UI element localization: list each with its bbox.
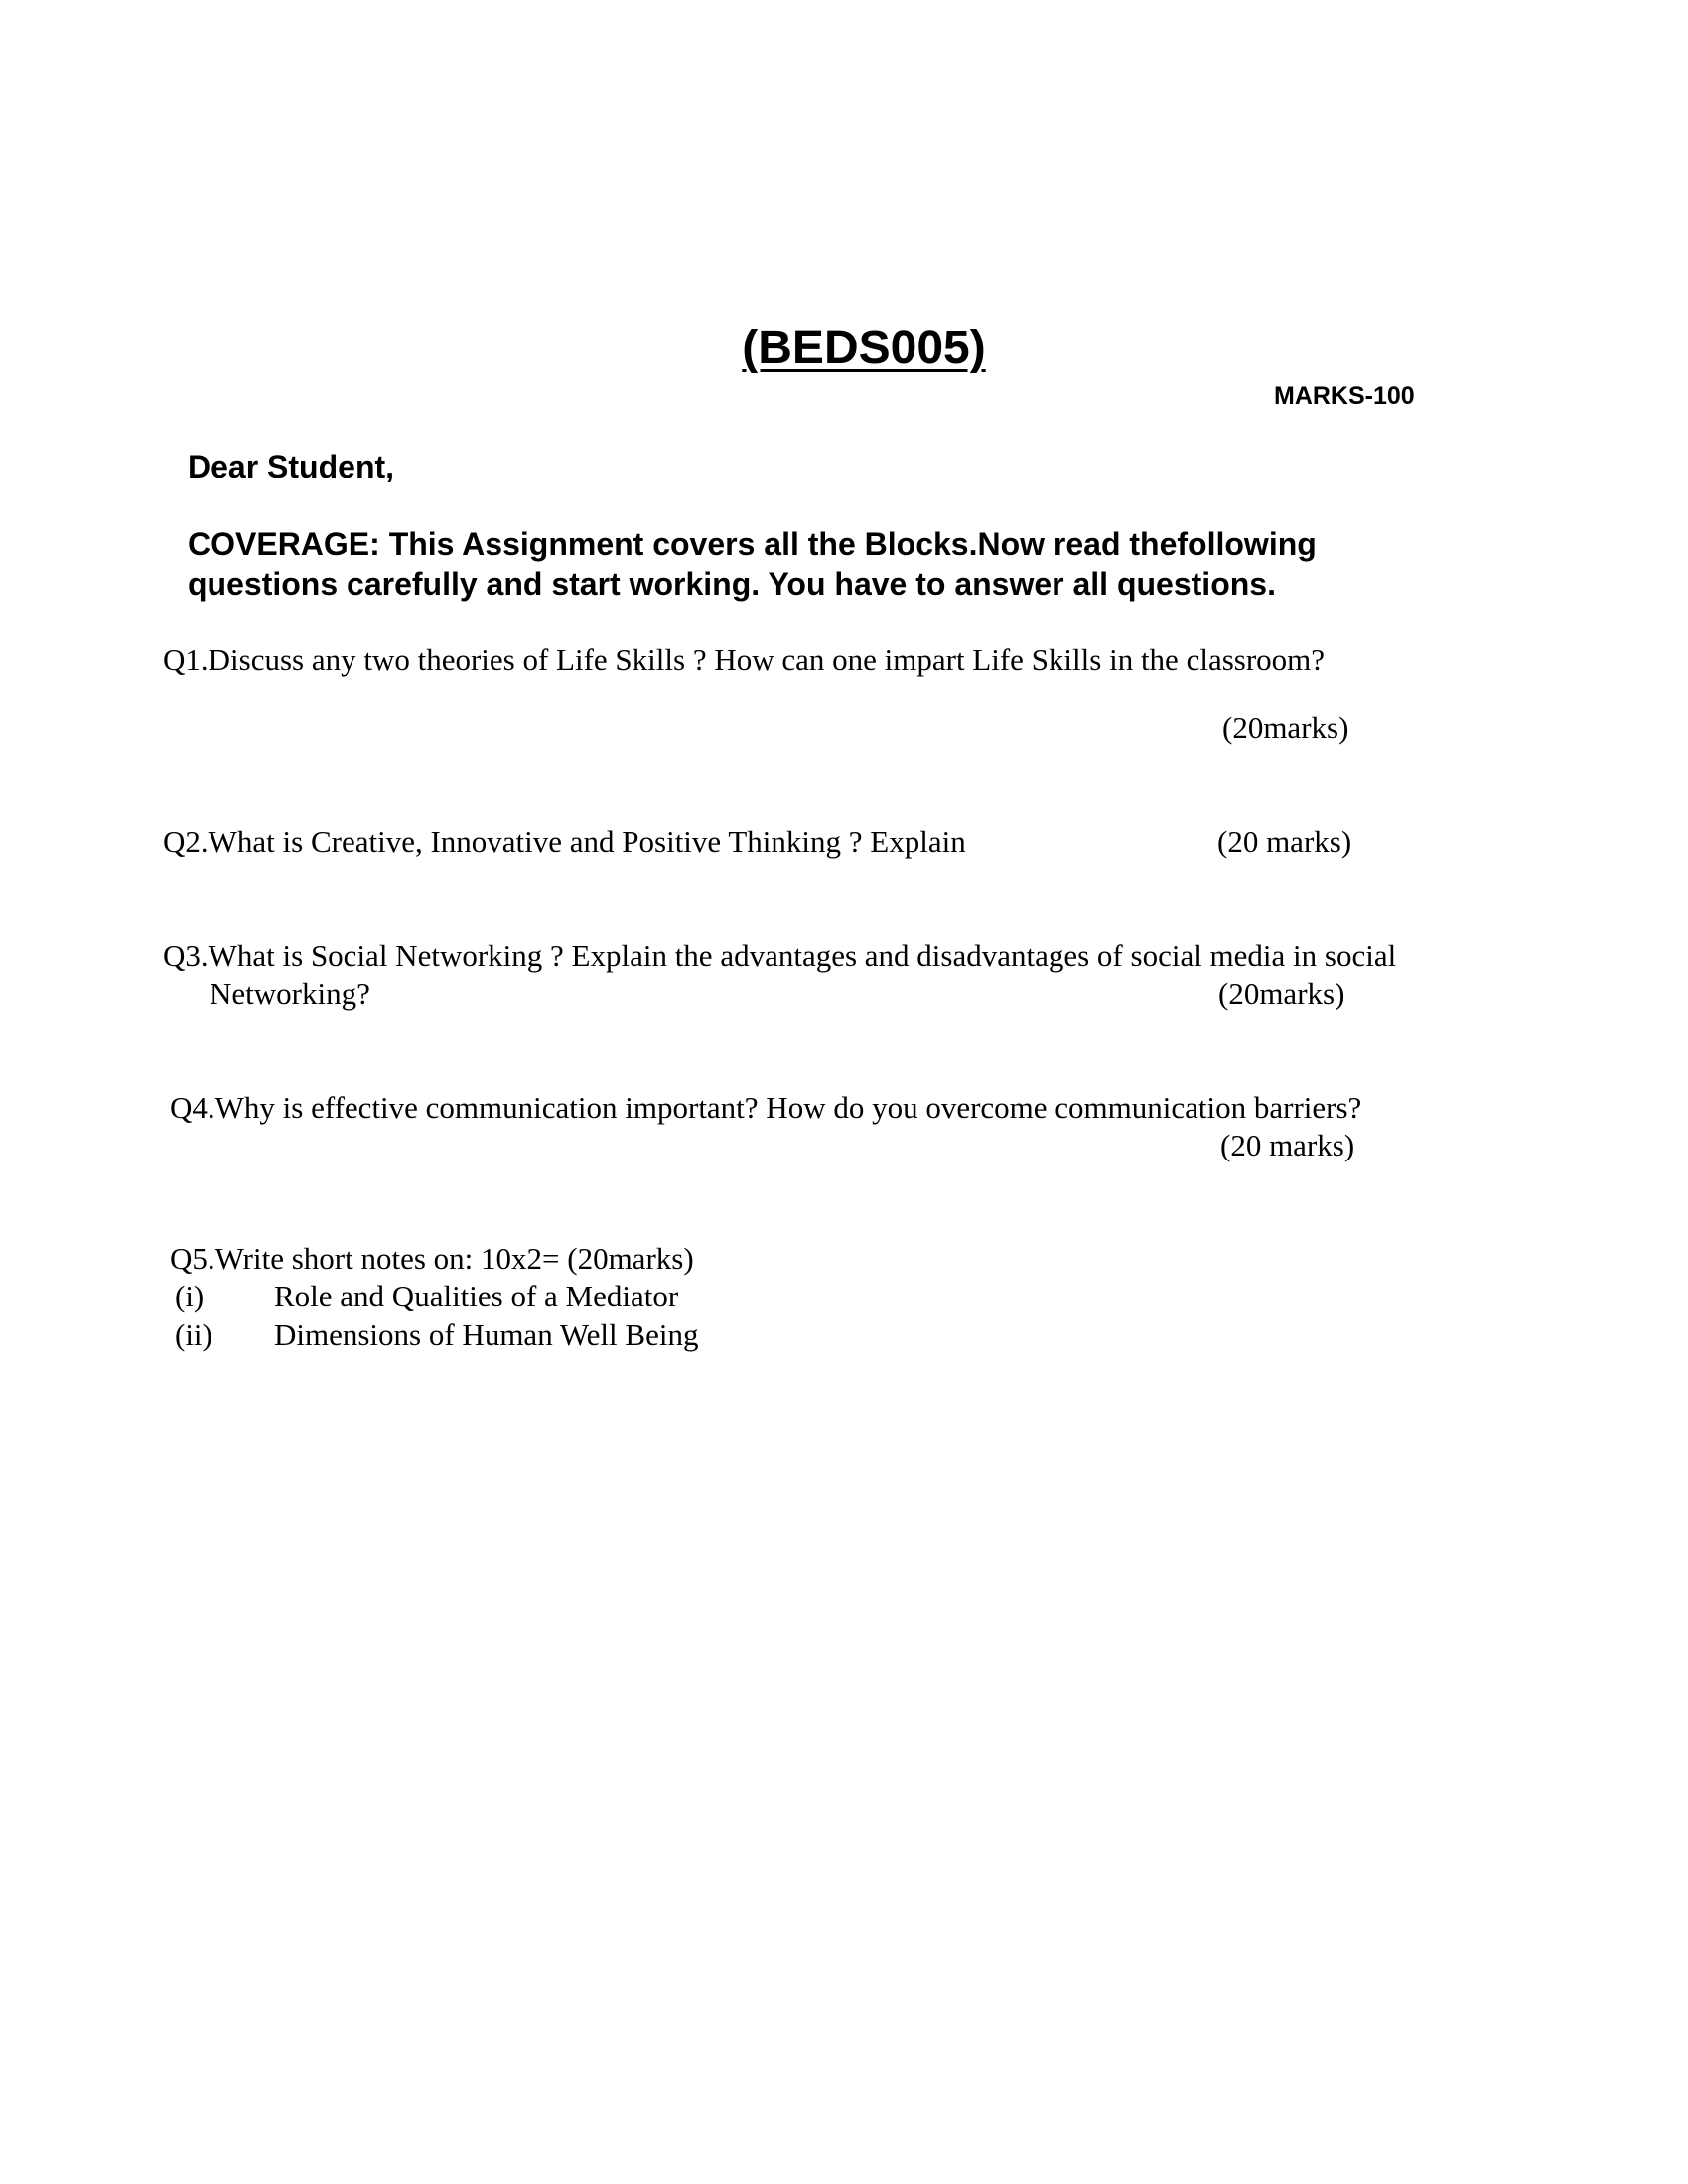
- salutation: Dear Student,: [188, 449, 395, 484]
- question-2-marks: (20 marks): [1217, 824, 1352, 859]
- total-marks: MARKS-100: [1274, 382, 1415, 410]
- question-1-text: Q1.Discuss any two theories of Life Skills ? How can one impart Life Skills in the classroom?: [163, 642, 1326, 677]
- question-5-item-1-text: Role and Qualities of a Mediator: [274, 1279, 679, 1313]
- question-5-item-1-number: (i): [175, 1279, 205, 1313]
- coverage-line-2: questions carefully and start working. You have to answer all questions.: [188, 566, 1276, 602]
- coverage-line-1: COVERAGE: This Assignment covers all the Blocks.Now read thefollowing: [188, 526, 1317, 562]
- question-4-marks: (20 marks): [1220, 1128, 1355, 1162]
- question-5-text: Q5.Write short notes on: 10x2= (20marks): [170, 1241, 694, 1276]
- question-3-marks: (20marks): [1218, 976, 1345, 1011]
- question-5-item-2-text: Dimensions of Human Well Being: [274, 1317, 699, 1352]
- question-3-text: Q3.What is Social Networking ? Explain the advantages and disadvantages of social media in social: [163, 938, 1397, 973]
- question-2-text: Q2.What is Creative, Innovative and Positive Thinking ? Explain: [163, 824, 966, 859]
- question-3-text-continued: Networking?: [210, 976, 370, 1011]
- question-5-item-2-number: (ii): [175, 1317, 212, 1352]
- course-code-title: (BEDS005): [742, 322, 986, 374]
- question-4-text: Q4.Why is effective communication important? How do you overcome communication barriers?: [170, 1090, 1362, 1125]
- question-1-marks: (20marks): [1222, 710, 1349, 745]
